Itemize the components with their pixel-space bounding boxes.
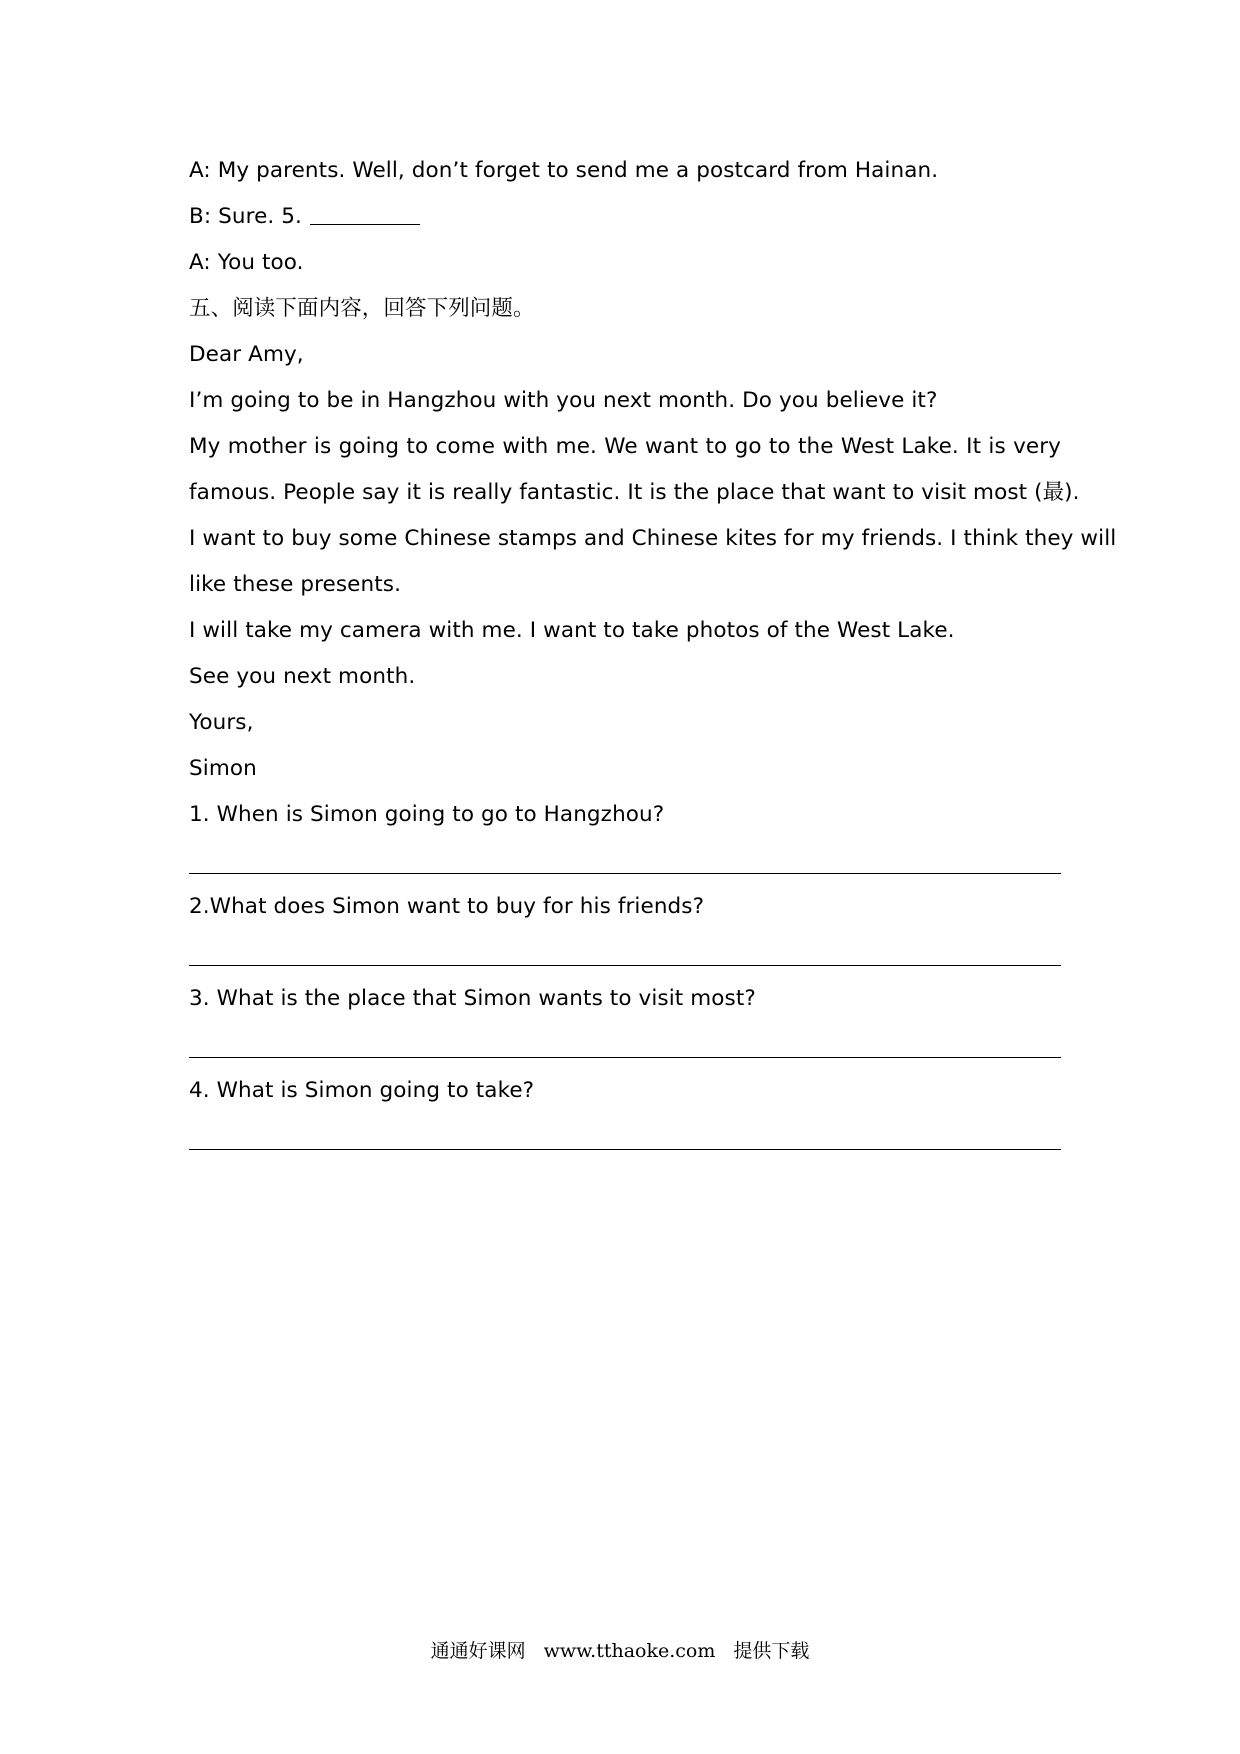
letter-line-3: famous. People say it is really fantastic. It is the place that want to visit most (最). <box>189 480 1080 505</box>
letter-closing: Yours, <box>189 710 254 735</box>
answer-line-1[interactable] <box>189 838 1061 884</box>
answer-line-3[interactable] <box>189 1022 1061 1068</box>
page-footer <box>0 1636 1240 1663</box>
fill-in-blank-5[interactable] <box>310 200 420 225</box>
letter-greeting: Dear Amy, <box>189 342 304 367</box>
footer-url[interactable]: www.tthaoke.com <box>543 1640 716 1662</box>
answer-rule-3 <box>189 1057 1061 1058</box>
footer-site-name: 通通好课网 <box>430 1640 526 1662</box>
letter-line-5: like these presents. <box>189 572 402 597</box>
worksheet-content <box>189 148 1117 1160</box>
footer-note: 提供下载 <box>733 1640 810 1662</box>
question-2: 2.What does Simon want to buy for his friends? <box>189 894 705 919</box>
question-3: 3. What is the place that Simon wants to visit most? <box>189 986 756 1011</box>
question-1: 1. When is Simon going to go to Hangzhou? <box>189 802 665 827</box>
section-heading: 五、阅读下面内容，回答下列问题。 <box>189 296 535 321</box>
letter-signature: Simon <box>189 756 257 781</box>
dialogue-line-3: A: You too. <box>189 250 304 275</box>
letter-line-2: My mother is going to come with me. We want to go to the West Lake. It is very <box>189 434 1061 459</box>
dialogue-line-2-text: B: Sure. 5. <box>189 204 302 229</box>
letter-line-1: I’m going to be in Hangzhou with you next month. Do you believe it? <box>189 388 938 413</box>
answer-rule-4 <box>189 1149 1061 1150</box>
answer-line-4[interactable] <box>189 1114 1061 1160</box>
dialogue-line-2 <box>189 194 1061 240</box>
answer-line-2[interactable] <box>189 930 1061 976</box>
letter-line-7: See you next month. <box>189 664 416 689</box>
question-4: 4. What is Simon going to take? <box>189 1078 535 1103</box>
answer-rule-2 <box>189 965 1061 966</box>
letter-line-6: I will take my camera with me. I want to take photos of the West Lake. <box>189 618 955 643</box>
answer-rule-1 <box>189 873 1061 874</box>
letter-line-4: I want to buy some Chinese stamps and Chinese kites for my friends. I think they will <box>189 526 1117 551</box>
dialogue-line-1: A: My parents. Well, don’t forget to send me a postcard from Hainan. <box>189 158 939 183</box>
